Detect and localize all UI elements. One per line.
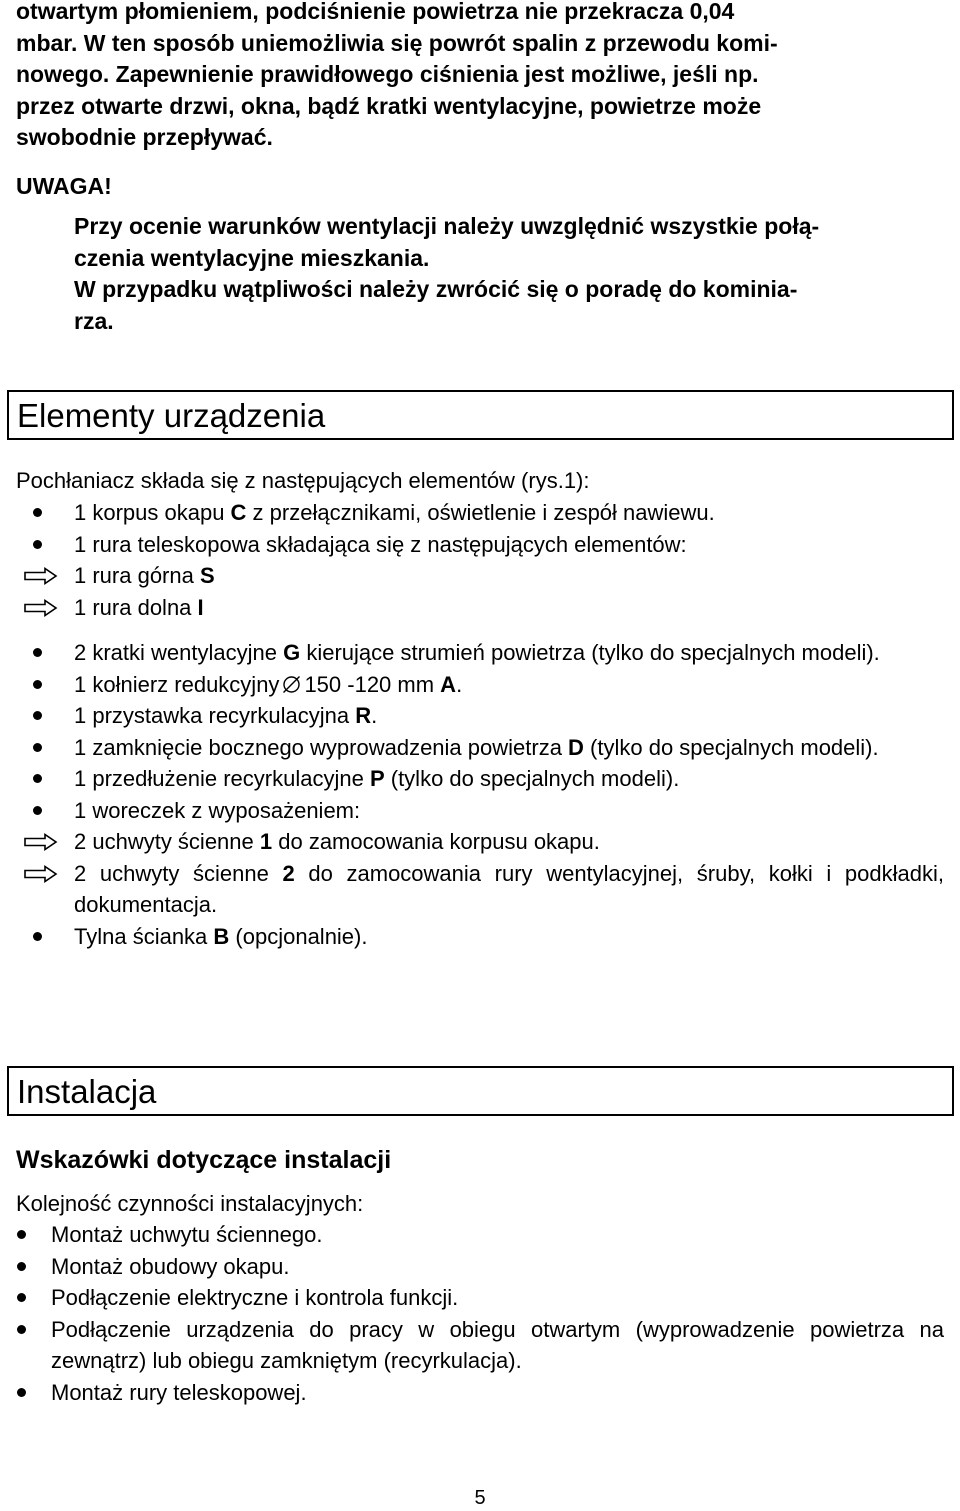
component-code: I: [197, 594, 204, 620]
item-text: .: [371, 703, 378, 728]
bullet-icon: [33, 774, 42, 783]
item-text: 150 -120 mm: [304, 671, 441, 697]
bullet-icon: [17, 1388, 26, 1397]
component-code: P: [369, 766, 385, 791]
element-list-item: [0, 529, 944, 561]
element-list-item: [0, 637, 944, 669]
installation-subheading: Wskazówki dotyczące instalacji: [16, 1146, 392, 1174]
item-text: 1 przedłużenie recyrkulacyjne: [74, 766, 370, 791]
item-text: z przełącznikami, oświetlenie i zespół nawiewu.: [246, 500, 715, 525]
bullet-icon: [17, 1325, 26, 1334]
component-code: A: [440, 671, 457, 697]
item-text: (tylko do specjalnych modeli).: [384, 766, 680, 791]
component-code: 1: [259, 829, 273, 854]
bullet-icon: [17, 1262, 26, 1271]
installation-step: [0, 1377, 944, 1409]
section-heading-box: [7, 390, 954, 440]
bullet-icon: [33, 680, 42, 689]
installation-step: [0, 1219, 944, 1251]
element-list-item: [0, 826, 944, 858]
bullet-icon: [33, 711, 42, 720]
item-text: do zamocowania rury wentylacyjnej, śruby, kołki i podkładki, dokumentacja.: [74, 860, 944, 917]
component-code: B: [213, 923, 230, 949]
arrow-right-icon: [24, 567, 58, 585]
installation-steps-list: [0, 1219, 944, 1408]
element-list-item: [0, 795, 944, 827]
element-list-item: [0, 560, 944, 592]
component-code: G: [283, 640, 301, 665]
section-heading-installation: Instalacja: [17, 1073, 157, 1110]
section-heading-elements: Elementy urządzenia: [17, 397, 326, 434]
item-text: 2 uchwyty ścienne: [74, 860, 283, 886]
warning-text: [74, 211, 944, 337]
item-text: Tylna ścianka: [74, 923, 214, 949]
bullet-icon: [33, 743, 42, 752]
component-code: 2: [282, 860, 295, 886]
warning-line-2: W przypadku wątpliwości należy zwrócić się o poradę do kominia- rza.: [74, 276, 798, 334]
installation-step: [0, 1314, 944, 1377]
step-text: Montaż rury teleskopowej.: [51, 1379, 307, 1405]
element-list-item: [0, 592, 944, 624]
element-list-item: [0, 669, 944, 701]
item-text: (opcjonalnie).: [229, 923, 368, 949]
section-heading-box: [7, 1066, 954, 1116]
warning-label: UWAGA!: [16, 173, 112, 199]
component-code: D: [568, 734, 584, 760]
page-number: 5: [474, 1487, 486, 1509]
intro-line: swobodnie przepływać.: [16, 124, 273, 150]
elements-intro: Pochłaniacz składa się z następujących elementów (rys.1):: [16, 468, 590, 493]
bullet-icon: [33, 648, 42, 657]
bullet-icon: [33, 932, 42, 941]
element-list-item: [0, 921, 944, 953]
component-code: C: [230, 500, 247, 525]
diameter-icon: [282, 671, 301, 690]
bullet-icon: [33, 540, 42, 549]
intro-line: otwartym płomieniem, podciśnienie powietrza nie przekracza 0,04: [16, 0, 735, 24]
intro-line: mbar. W ten sposób uniemożliwia się powrót spalin z przewodu komi-: [16, 29, 778, 56]
item-text: 1 woreczek z wyposażeniem:: [74, 797, 361, 823]
item-text: 1 rura dolna: [74, 594, 198, 620]
item-text: 1 zamknięcie bocznego wyprowadzenia powietrza: [74, 734, 569, 760]
item-text: 1 rura teleskopowa składająca się z następujących elementów:: [74, 531, 687, 557]
item-text: 2 uchwyty ścienne: [74, 829, 260, 854]
intro-line: nowego. Zapewnienie prawidłowego ciśnienia jest możliwe, jeśli np.: [16, 61, 759, 87]
item-text: 2 kratki wentylacyjne: [74, 640, 284, 665]
intro-line: przez otwarte drzwi, okna, bądź kratki wentylacyjne, powietrze może: [16, 92, 762, 119]
element-list-item: [0, 858, 944, 921]
component-code: S: [199, 563, 215, 588]
item-text: do zamocowania korpusu okapu.: [272, 829, 600, 854]
bullet-icon: [17, 1293, 26, 1302]
item-text: 1 kołnierz redukcyjny: [74, 671, 280, 697]
installation-intro: Kolejność czynności instalacyjnych:: [16, 1191, 364, 1216]
arrow-right-icon: [24, 833, 58, 851]
bullet-icon: [17, 1230, 26, 1239]
item-text: kierujące strumień powietrza (tylko do specjalnych modeli).: [300, 640, 880, 665]
item-text: 1 rura górna: [74, 563, 200, 588]
step-text: Podłączenie elektryczne i kontrola funkcji.: [51, 1285, 459, 1310]
step-text: Podłączenie urządzenia do pracy w obiegu otwartym (wyprowadzenie powietrza na zewnątrz) lub obiegu zamkniętym (recyrkulacja).: [51, 1316, 944, 1373]
element-list-item: [0, 700, 944, 732]
item-text: .: [456, 671, 463, 697]
element-list-item: [0, 497, 944, 529]
bullet-icon: [33, 508, 42, 517]
element-list-item: [0, 732, 944, 764]
elements-list: [0, 497, 944, 952]
arrow-right-icon: [24, 599, 58, 617]
item-text: 1 korpus okapu: [74, 500, 231, 525]
item-text: 1 przystawka recyrkulacyjna: [74, 703, 356, 728]
arrow-right-icon: [24, 865, 58, 883]
warning-line-1: Przy ocenie warunków wentylacji należy uwzględnić wszystkie połą- czenia wentylacyjne mieszkania.: [74, 213, 820, 271]
item-text: (tylko do specjalnych modeli).: [583, 734, 879, 760]
element-list-item: [0, 763, 944, 795]
installation-step: [0, 1251, 944, 1283]
component-code: R: [355, 703, 372, 728]
intro-paragraph: [16, 0, 944, 154]
step-text: Montaż obudowy okapu.: [51, 1253, 290, 1279]
bullet-icon: [33, 806, 42, 815]
installation-step: [0, 1282, 944, 1314]
step-text: Montaż uchwytu ściennego.: [51, 1222, 323, 1247]
